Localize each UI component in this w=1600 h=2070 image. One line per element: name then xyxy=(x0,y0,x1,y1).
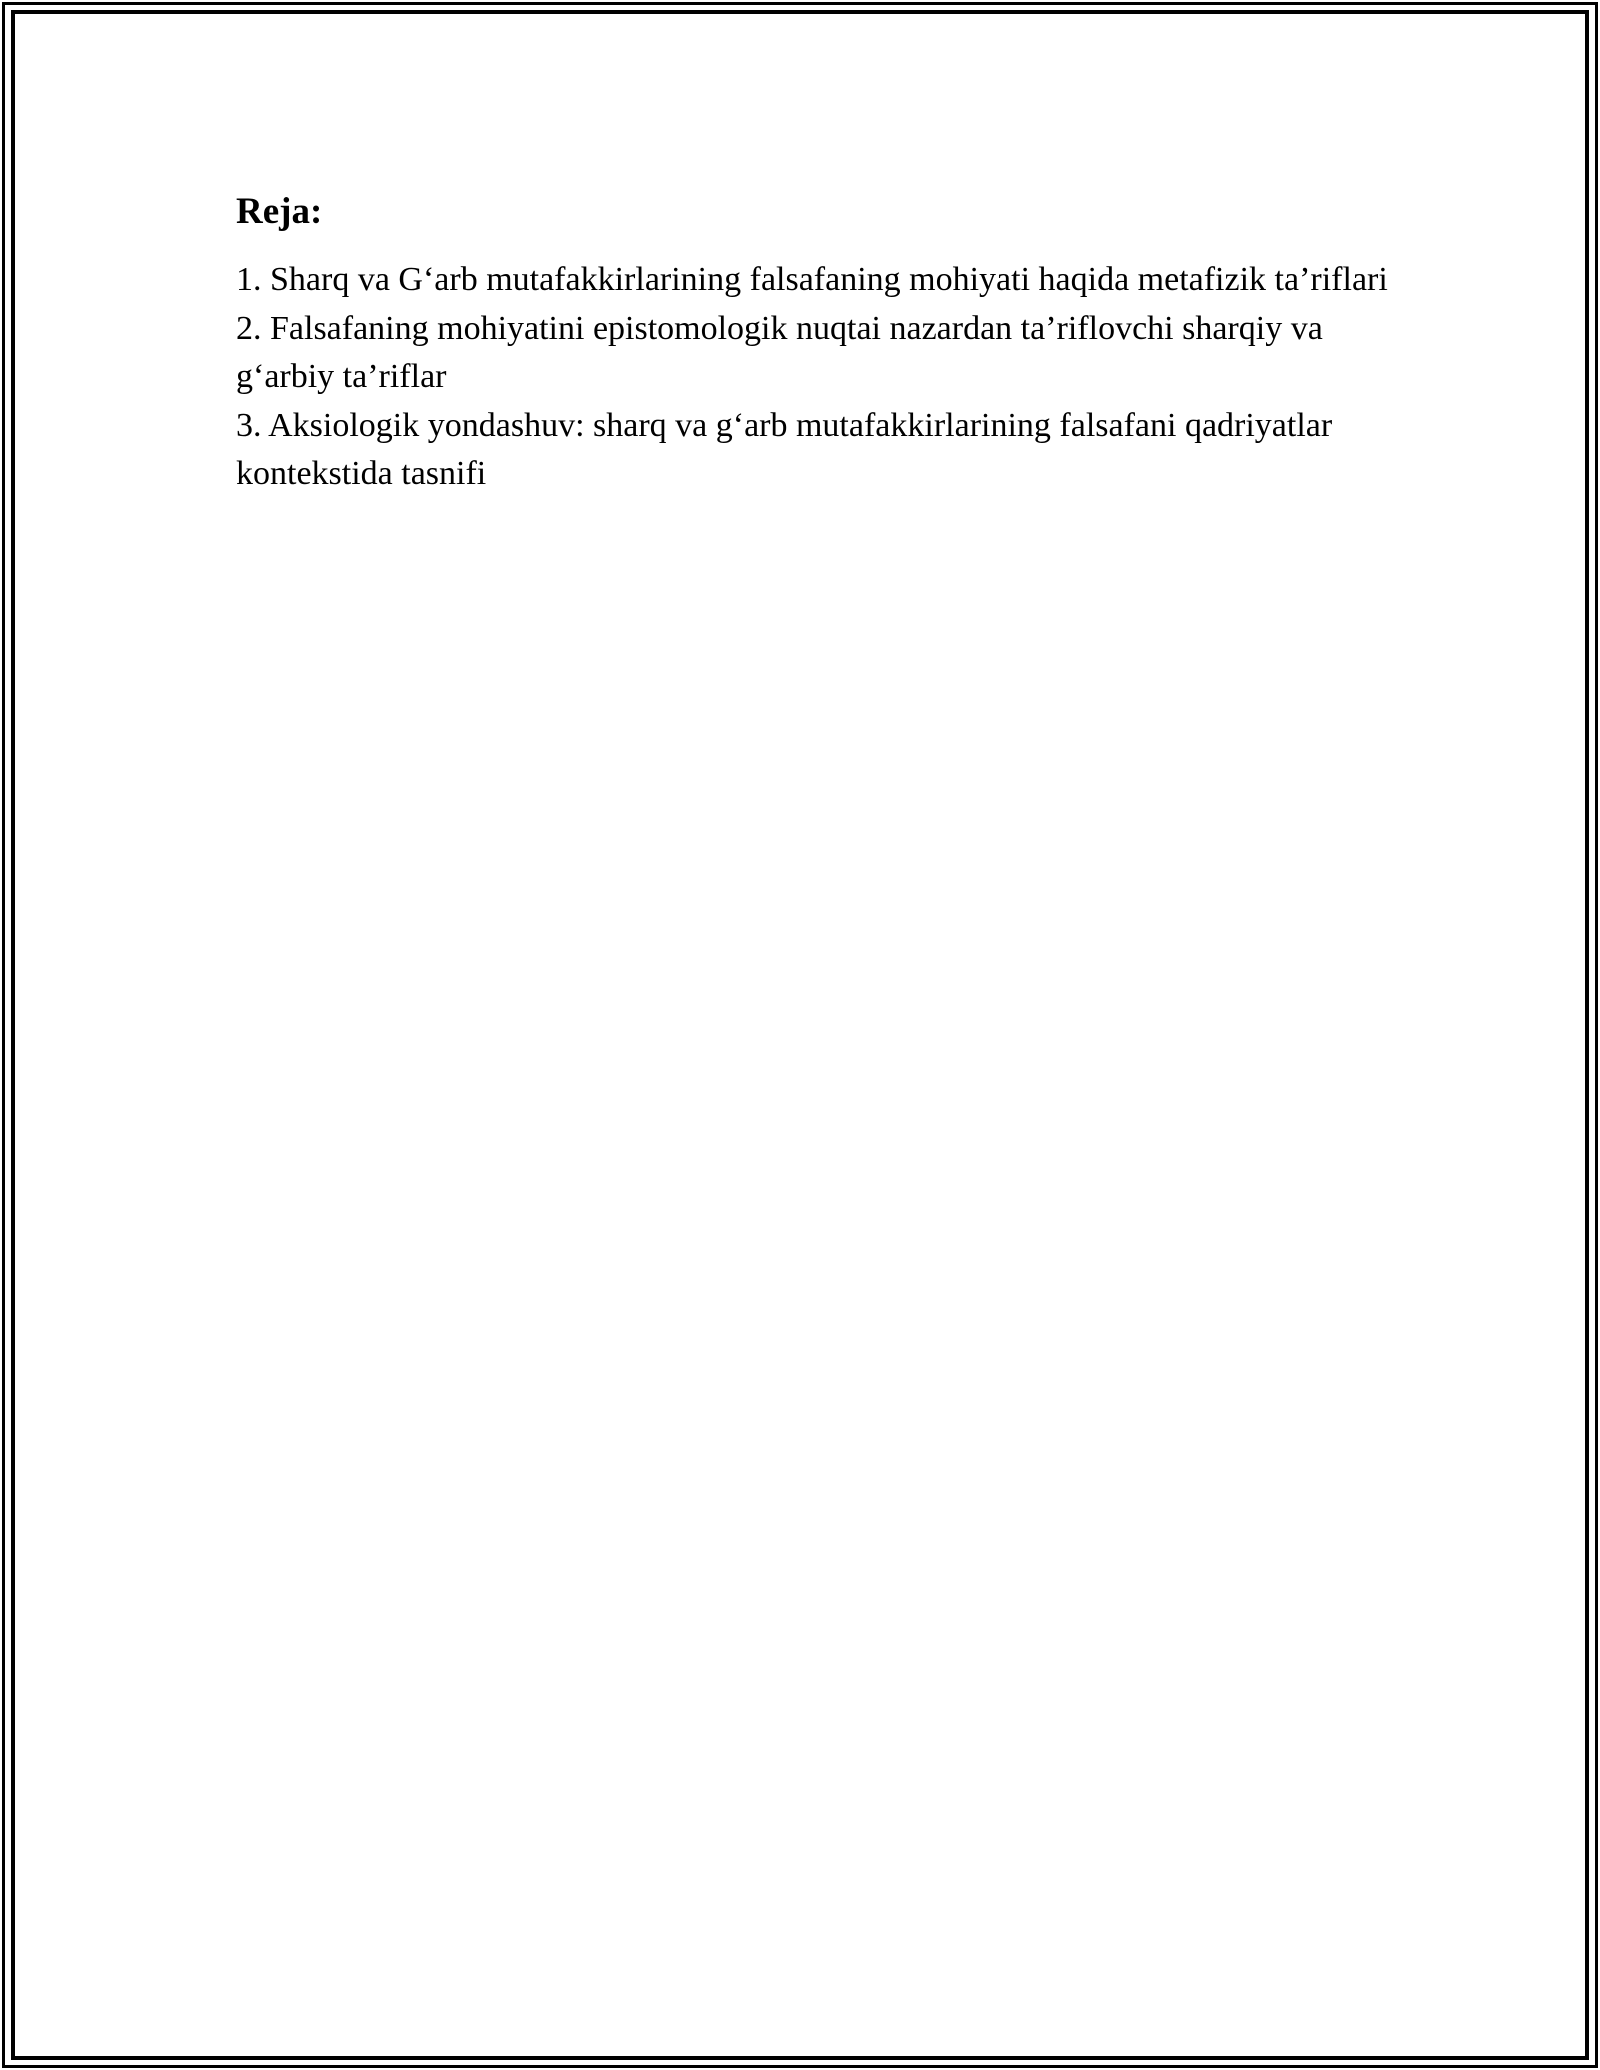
plan-heading: Reja: xyxy=(236,191,323,232)
plan-item-3: 3. Aksiologik yondashuv: sharq va g‘arb mutafakkirlarining falsafani qadriyatlar kontekstida tasnifi xyxy=(236,406,1333,492)
plan-item-2: 2. Falsafaning mohiyatini epistomologik nuqtai nazardan ta’riflovchi sharqiy va g‘arbiy ta’riflar xyxy=(236,309,1323,395)
plan-item-1: 1. Sharq va G‘arb mutafakkirlarining falsafaning mohiyati haqida metafizik ta’riflari xyxy=(236,261,1388,298)
plan-list xyxy=(236,256,1416,499)
document-body xyxy=(236,186,1416,499)
